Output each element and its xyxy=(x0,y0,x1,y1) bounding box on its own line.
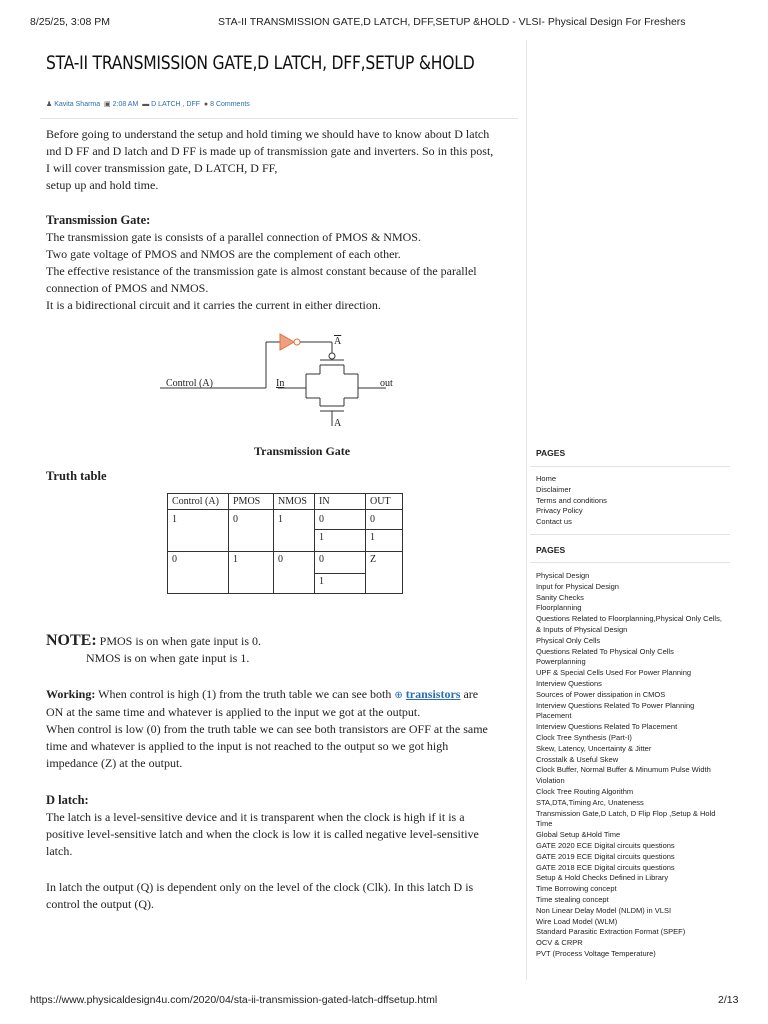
plus-circle-icon: ⊕ xyxy=(394,690,403,701)
post-meta xyxy=(46,100,250,108)
sidebar-link[interactable]: Clock Tree Synthesis (Part-I) xyxy=(536,732,632,742)
tg-line: The effective resistance of the transmission gate is almost constant because of the parallel xyxy=(46,264,477,278)
note-block xyxy=(46,632,261,667)
post-time[interactable]: 2:08 AM xyxy=(112,101,139,108)
working-line: time and whatever is applied to the input is not reached to the output so we got high xyxy=(46,739,449,753)
dlatch-line: The latch is a level-sensitive device and it is transparent when the clock is high if it is a xyxy=(46,810,465,824)
table-row xyxy=(168,510,403,530)
table-header: IN xyxy=(315,494,366,510)
sidebar-link[interactable]: Clock Buffer, Normal Buffer & Minumum Pulse Width Violation xyxy=(536,765,711,786)
sidebar-link[interactable]: GATE 2018 ECE Digital circuits questions xyxy=(536,862,675,872)
intro-line: I will cover transmission gate, D LATCH, D FF, xyxy=(46,161,278,175)
sidebar-link[interactable]: Time stealing concept xyxy=(536,894,609,904)
tg-line: The transmission gate is consists of a parallel connection of PMOS & NMOS. xyxy=(46,230,421,244)
sidebar-link[interactable]: Sanity Checks xyxy=(536,592,584,602)
table-header: OUT xyxy=(366,494,403,510)
tg-section xyxy=(46,212,518,314)
sidebar-pages2-list xyxy=(536,571,728,960)
sidebar-link[interactable]: GATE 2020 ECE Digital circuits questions xyxy=(536,840,675,850)
note-line: NMOS is on when gate input is 1. xyxy=(86,651,250,665)
table-cell: 0 xyxy=(274,552,315,594)
category-links[interactable]: D LATCH , DFF xyxy=(151,101,201,108)
tg-heading: Transmission Gate: xyxy=(46,213,151,227)
transistors-link[interactable]: transistors xyxy=(405,687,461,701)
tg-line: It is a bidirectional circuit and it carries the current in either direction. xyxy=(46,298,381,312)
dlatch-heading: D latch: xyxy=(46,793,89,807)
sidebar-link[interactable]: PVT (Process Voltage Temperature) xyxy=(536,948,656,958)
sidebar-link[interactable]: Interview Questions Related To Power Planning Placement xyxy=(536,700,695,721)
intro-paragraph xyxy=(46,126,518,194)
comment-icon: ● xyxy=(203,101,209,108)
sidebar-link[interactable]: Wire Load Model (WLM) xyxy=(536,916,618,926)
sidebar-link[interactable]: Disclaimer xyxy=(536,484,572,494)
meta-divider xyxy=(40,118,518,119)
sidebar-link[interactable]: Standard Parasitic Extraction Format (SPEF) xyxy=(536,927,686,937)
sidebar-link[interactable]: Terms and conditions xyxy=(536,495,607,505)
sidebar-link[interactable]: Non Linear Delay Model (NLDM) in VLSI xyxy=(536,905,672,915)
post-title: STA-II TRANSMISSION GATE,D LATCH, DFF,SETUP &HOLD xyxy=(46,52,475,74)
working-line: impedance (Z) at the output. xyxy=(46,756,183,770)
sidebar-rule xyxy=(530,534,730,535)
dlatch-line: positive level-sensitive latch and when the clock is low it is called negative level-sensitive xyxy=(46,827,479,841)
working-line: ON at the same time and whatever is applied to the input we got at the output. xyxy=(46,705,421,719)
intro-line: ınd D FF and D latch and D FF is made up of transmission gate and inverters. So in this post, xyxy=(46,144,494,158)
table-header: NMOS xyxy=(274,494,315,510)
table-cell: 0 xyxy=(168,552,229,594)
note-line: PMOS is on when gate input is 0. xyxy=(99,634,262,648)
sidebar-link[interactable]: STA,DTA,Timing Arc, Unateness xyxy=(536,797,644,807)
table-cell: Z xyxy=(366,552,403,594)
figure-out-label: out xyxy=(380,378,393,389)
sidebar-link[interactable]: UPF & Special Cells Used For Power Planning xyxy=(536,668,692,678)
tg-line: connection of PMOS and NMOS. xyxy=(46,281,209,295)
sidebar-link[interactable]: Time Borrowing concept xyxy=(536,884,617,894)
print-page-number: 2/13 xyxy=(718,994,739,1006)
tg-line: Two gate voltage of PMOS and NMOS are the complement of each other. xyxy=(46,247,401,261)
folder-icon: ▬ xyxy=(142,101,150,108)
working-label: Working: xyxy=(46,687,96,701)
working-paragraph xyxy=(46,686,518,772)
figure-a-label: A xyxy=(334,418,342,429)
comments-link[interactable]: 8 Comments xyxy=(210,101,250,108)
sidebar-link[interactable]: Interview Questions xyxy=(536,678,602,688)
working-line: When control is low (0) from the truth table we can see both transistors are OFF at the same xyxy=(46,722,488,736)
figure-caption: Transmission Gate xyxy=(254,444,351,458)
table-cell: 0 xyxy=(315,552,366,574)
table-cell: 1 xyxy=(315,530,366,552)
print-url: https://www.physicaldesign4u.com/2020/04/sta-ii-transmission-gated-latch-dffsetup.html xyxy=(30,994,438,1006)
table-row xyxy=(168,552,403,574)
sidebar-link[interactable]: Physical Design xyxy=(536,571,590,580)
working-text: are xyxy=(463,687,479,701)
column-divider xyxy=(526,40,527,980)
table-cell: 0 xyxy=(315,510,366,530)
dlatch-line: control the output (Q). xyxy=(46,897,154,911)
sidebar-link[interactable]: Home xyxy=(536,474,557,483)
table-cell: 0 xyxy=(366,510,403,530)
sidebar-link[interactable]: Floorplanning xyxy=(536,603,582,613)
sidebar-link[interactable]: Powerplanning xyxy=(536,657,586,667)
table-cell: 1 xyxy=(168,510,229,552)
sidebar-link[interactable]: OCV & CRPR xyxy=(536,938,583,948)
sidebar-pages-list xyxy=(536,474,728,528)
sidebar-link[interactable]: Interview Questions Related To Placement xyxy=(536,722,678,732)
sidebar-link[interactable]: Physical Only Cells xyxy=(536,635,601,645)
figure-control-label: Control (A) xyxy=(166,378,213,389)
note-label: NOTE: xyxy=(46,632,97,649)
sidebar-link[interactable]: GATE 2019 ECE Digital circuits questions xyxy=(536,851,675,861)
working-text: When control is high (1) from the truth table we can see both xyxy=(98,687,392,701)
sidebar-pages-title: PAGES xyxy=(536,448,566,458)
dlatch-section xyxy=(46,792,518,913)
table-cell: 1 xyxy=(315,574,366,594)
table-header: Control (A) xyxy=(168,494,229,510)
sidebar-link[interactable]: Clock Tree Routing Algorithm xyxy=(536,786,634,796)
truth-heading-wrap xyxy=(46,468,518,485)
calendar-icon: ▣ xyxy=(104,101,111,108)
sidebar-rule xyxy=(530,562,730,563)
sidebar-link[interactable]: Setup & Hold Checks Defined in Library xyxy=(536,873,669,883)
print-datetime: 8/25/25, 3:08 PM xyxy=(30,16,110,28)
table-header: PMOS xyxy=(229,494,274,510)
figure-in-label: In xyxy=(276,378,285,389)
sidebar-rule xyxy=(530,466,730,467)
sidebar-link[interactable]: Sources of Power dissipation in CMOS xyxy=(536,689,666,699)
print-doc-title: STA-II TRANSMISSION GATE,D LATCH, DFF,SETUP &HOLD - VLSI- Physical Design For Freshers xyxy=(218,16,686,28)
sidebar-link[interactable]: Questions Related To Physical Only Cells xyxy=(536,646,674,656)
intro-line: Before going to understand the setup and hold timing we should have to know about D latch xyxy=(46,127,490,141)
sidebar-pages2-title: PAGES xyxy=(536,545,566,555)
sidebar-link[interactable]: Transmission Gate,D Latch, D Flip Flop ,Setup & Hold Time xyxy=(536,808,716,829)
table-cell: 1 xyxy=(366,530,403,552)
user-icon: ♟ xyxy=(46,101,53,108)
sidebar-link[interactable]: Crosstalk & Useful Skew xyxy=(536,754,619,764)
sidebar-link[interactable]: Contact us xyxy=(536,517,572,527)
dlatch-line: In latch the output (Q) is dependent only on the level of the clock (Clk). In this latch D is xyxy=(46,880,474,894)
table-cell: 1 xyxy=(274,510,315,552)
table-cell: 1 xyxy=(229,552,274,594)
sidebar-link[interactable]: Skew, Latency, Uncertainty & Jitter xyxy=(536,743,652,753)
sidebar-link[interactable]: Privacy Policy xyxy=(536,506,583,516)
table-cell: 0 xyxy=(229,510,274,552)
dlatch-line: latch. xyxy=(46,844,73,858)
author-link[interactable]: Kavita Sharma xyxy=(54,101,101,108)
sidebar-link[interactable]: Global Setup &Hold Time xyxy=(536,830,621,840)
truth-heading: Truth table xyxy=(46,469,107,483)
truth-table xyxy=(167,493,403,594)
intro-line: setup up and hold time. xyxy=(46,178,159,192)
sidebar-link[interactable]: Questions Related to Floorplanning,Physical Only Cells, & Inputs of Physical Design xyxy=(536,614,722,634)
figure-abar-label: $\overline{A}$ xyxy=(334,336,342,347)
sidebar-link[interactable]: Input for Physical Design xyxy=(536,581,619,591)
table-header-row xyxy=(168,494,403,510)
